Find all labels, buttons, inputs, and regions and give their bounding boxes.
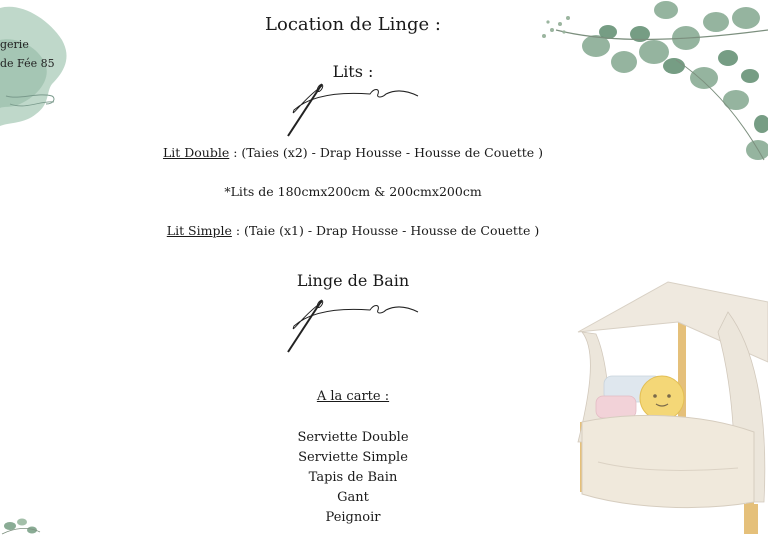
brand-text-line-1: gerie — [0, 38, 29, 51]
bath-item-tapis-de-bain: Tapis de Bain — [308, 470, 398, 485]
lit-simple-line — [0, 223, 706, 238]
bath-item-gant: Gant — [337, 490, 369, 505]
a-la-carte-label: A la carte : — [316, 389, 390, 404]
bath-item-peignoir: Peignoir — [325, 510, 381, 525]
bed-size-note: *Lits de 180cmx200cm & 200cmx200cm — [224, 184, 482, 199]
page-title: Location de Linge : — [265, 14, 441, 35]
bath-item-serviette-simple: Serviette Simple — [298, 450, 408, 465]
needle-thread-divider-2 — [282, 296, 422, 356]
lits-heading: Lits : — [332, 62, 374, 81]
brand-text-line-2: de Fée 85 — [0, 57, 55, 70]
linge-de-bain-heading: Linge de Bain — [296, 271, 410, 290]
needle-thread-divider-1 — [282, 80, 422, 140]
lit-double-label: Lit Double — [162, 145, 230, 160]
lit-simple-label: Lit Simple — [166, 223, 232, 238]
lit-simple-detail: : (Taie (x1) - Drap Housse - Housse de Couette ) — [231, 223, 540, 238]
bath-item-serviette-double: Serviette Double — [297, 430, 409, 445]
lit-double-line — [0, 145, 706, 160]
lit-double-detail: : (Taies (x2) - Drap Housse - Housse de Couette ) — [229, 145, 544, 160]
